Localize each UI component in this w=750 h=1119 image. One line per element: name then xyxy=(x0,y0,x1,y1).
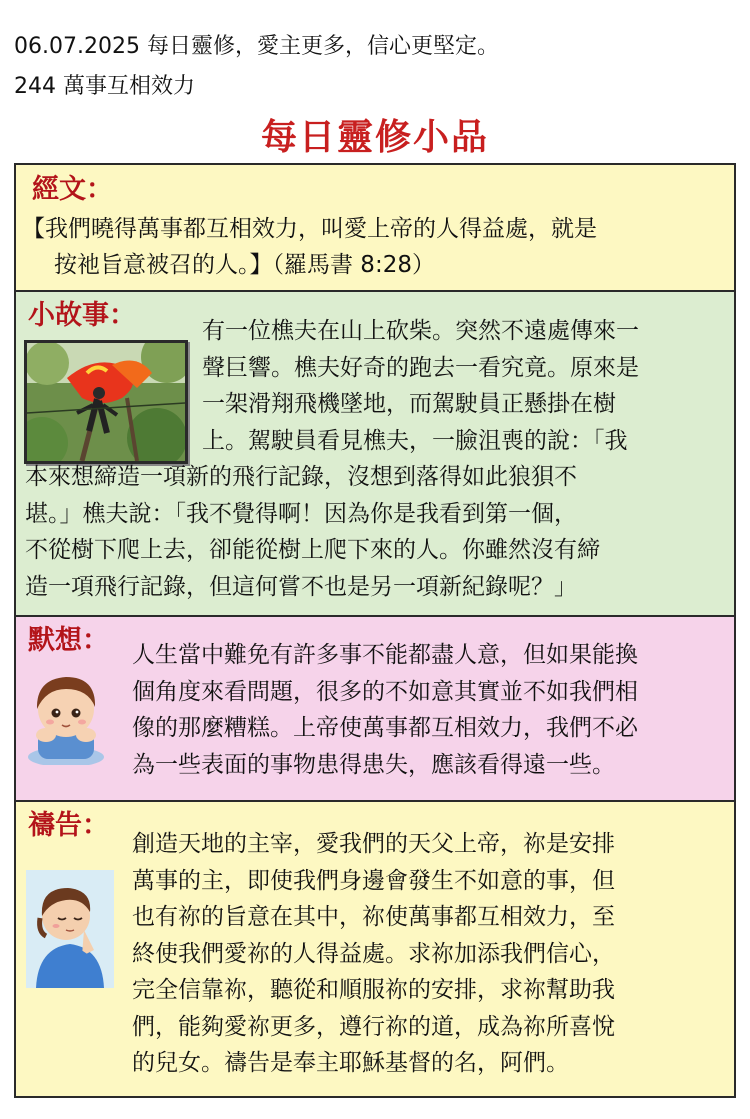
header-topic-line: 244 萬事互相效力 xyxy=(14,74,195,99)
story-section xyxy=(16,292,734,617)
scripture-line: 按祂旨意被召的人。】（羅馬書 8:28） xyxy=(54,252,435,278)
story-line: 造一項飛行記錄，但這何嘗不也是另一項新紀錄呢？」 xyxy=(25,573,577,600)
prayer-label: 禱告： xyxy=(28,810,109,841)
story-line: 本來想締造一項新的飛行記錄，沒想到落得如此狼狽不 xyxy=(25,464,577,490)
prayer-line: 們，能夠愛祢更多，遵行祢的道，成為祢所喜悅 xyxy=(132,1013,615,1040)
scripture-text xyxy=(22,211,597,283)
header-date-line: 06.07.2025 每日靈修，愛主更多，信心更堅定。 xyxy=(14,34,499,59)
meditation-line: 人生當中難免有許多事不能都盡人意，但如果能換 xyxy=(132,642,638,668)
prayer-section xyxy=(16,802,734,1096)
pilot-in-tree-photo xyxy=(24,340,188,464)
prayer-line: 的兒女。禱告是奉主耶穌基督的名，阿們。 xyxy=(132,1050,569,1076)
prayer-line: 也有祢的旨意在其中，祢使萬事都互相效力，至 xyxy=(132,904,615,930)
devotional-frame xyxy=(14,163,736,1098)
scripture-section xyxy=(16,165,734,292)
page-title: 每日靈修小品 xyxy=(260,117,489,158)
meditation-line: 個角度來看問題，很多的不如意其實並不如我們相 xyxy=(132,678,638,705)
meditation-line: 為一些表面的事物患得患失，應該看得遠一些。 xyxy=(132,751,615,778)
meditation-line: 像的那麼糟糕。上帝使萬事都互相效力，我們不必 xyxy=(132,715,638,741)
prayer-text xyxy=(132,826,615,1082)
story-label: 小故事： xyxy=(28,300,136,331)
thinking-boy-illustration xyxy=(22,665,110,765)
story-line: 堪。」樵夫說：「我不覺得啊！因為你是我看到第一個， xyxy=(25,500,577,527)
praying-boy-illustration xyxy=(26,870,114,988)
story-text-full-width xyxy=(25,459,600,605)
meditation-section xyxy=(16,617,734,802)
meditation-text xyxy=(132,637,638,783)
story-line: 有一位樵夫在山上砍柴。突然不遠處傳來一 xyxy=(202,318,639,344)
meditation-label: 默想： xyxy=(28,625,109,656)
prayer-line: 終使我們愛祢的人得益處。求祢加添我們信心， xyxy=(132,940,615,967)
scripture-line: 【我們曉得萬事都互相效力，叫愛上帝的人得益處，就是 xyxy=(22,216,597,242)
story-line: 一架滑翔飛機墜地，而駕駛員正懸掛在樹 xyxy=(202,391,616,417)
prayer-line: 創造天地的主宰，愛我們的天父上帝，祢是安排 xyxy=(132,831,615,857)
story-line: 聲巨響。樵夫好奇的跑去一看究竟。原來是 xyxy=(202,354,639,381)
story-line: 不從樹下爬上去，卻能從樹上爬下來的人。你雖然沒有締 xyxy=(25,537,600,563)
story-line: 上。駕駛員看見樵夫，一臉沮喪的說：「我 xyxy=(202,427,628,454)
prayer-line: 萬事的主，即使我們身邊會發生不如意的事，但 xyxy=(132,867,615,894)
scripture-label: 經文： xyxy=(32,174,113,205)
story-text-beside-photo xyxy=(202,313,639,459)
prayer-line: 完全信靠祢，聽從和順服祢的安排，求祢幫助我 xyxy=(132,977,615,1003)
